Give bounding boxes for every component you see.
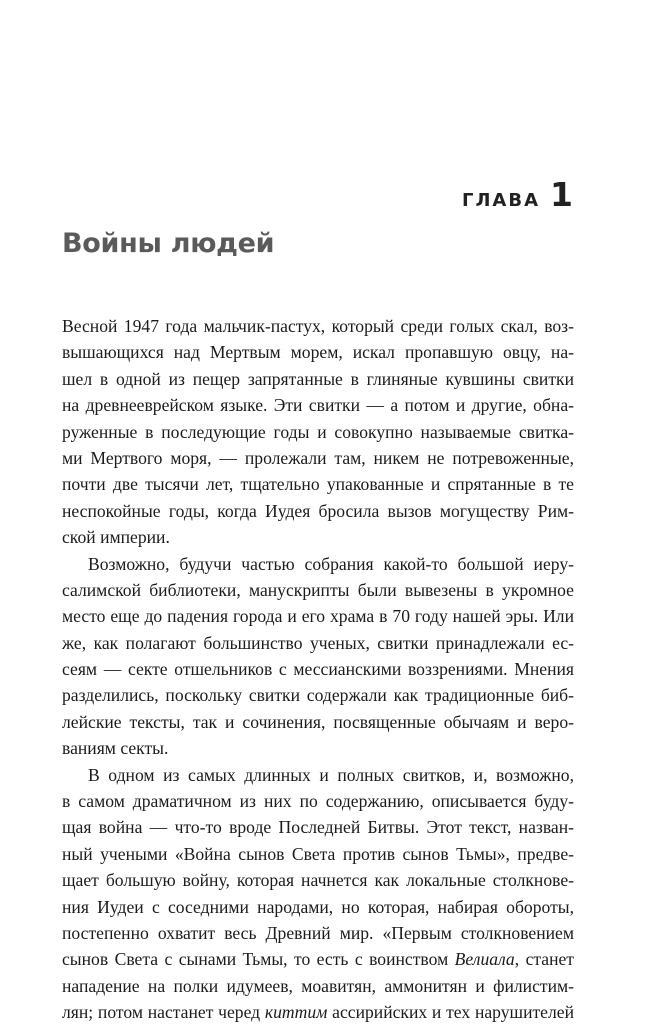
chapter-heading	[462, 175, 573, 214]
text-line	[62, 630, 574, 656]
text-line	[62, 814, 574, 840]
text-line	[62, 392, 574, 418]
text-line	[62, 762, 574, 788]
text-segment: же, как полагают большинство ученых, свитки принадлежали ес-	[62, 632, 574, 653]
text-segment: лейские тексты, так и сочинения, посвященные обычаям и веро-	[62, 711, 574, 732]
text-segment: ми Мертвого моря, — пролежали там, никем не потревоженные,	[62, 447, 574, 468]
text-segment: Весной 1947 года мальчик-пастух, который среди голых скал, воз-	[62, 316, 574, 336]
text-line	[62, 445, 574, 471]
text-line	[62, 894, 574, 920]
text-segment: в самом драматичном из них по содержанию, описывается буду-	[62, 791, 574, 812]
text-segment: место еще до падения города и его храма в 70 году нашей эры. Или	[62, 606, 574, 627]
text-segment: ассирийских и тех нарушителей	[327, 1002, 574, 1023]
text-segment: лян; потом настанет черед	[62, 1002, 265, 1023]
body-text	[62, 313, 574, 1026]
italic-term: киттим	[264, 1002, 328, 1023]
text-line	[62, 524, 574, 550]
text-segment: сынов Света с сынами Тьмы, то есть с воинством	[62, 949, 455, 970]
text-line	[62, 656, 574, 682]
text-segment: шел в одной из пещер запрятанные в глиняные кувшины свитки	[62, 368, 574, 389]
text-segment: неспокойные годы, когда Иудея бросила вызов могуществу Рим-	[62, 500, 574, 521]
text-segment: сеям — секте отшельников с мессианскими воззрениями. Мнения	[62, 659, 574, 680]
text-line	[62, 709, 574, 735]
text-segment: В одном из самых длинных и полных свитков, и, возможно,	[88, 764, 574, 785]
text-line	[62, 577, 574, 603]
text-segment: вышающихся над Мертвым морем, искал пропавшую овцу, на-	[62, 342, 574, 363]
text-line	[62, 471, 574, 497]
text-line	[62, 867, 574, 893]
text-segment: нападение на полки идумеев, моавитян, аммонитян и филистим-	[62, 975, 574, 996]
italic-term: Велиала	[454, 949, 515, 970]
text-line	[62, 946, 574, 972]
text-segment: щает большую войну, которая начнется как локальные столкнове-	[62, 870, 574, 891]
text-line	[62, 999, 574, 1025]
text-segment: ный учеными «Война сынов Света против сынов Тьмы», предве-	[62, 843, 574, 864]
chapter-title: Войны людей	[62, 228, 275, 259]
text-line	[62, 788, 574, 814]
text-segment: на древнееврейском языке. Эти свитки — а потом и другие, обна-	[62, 395, 574, 416]
text-line	[62, 313, 574, 339]
text-line	[62, 366, 574, 392]
chapter-number: 1	[550, 175, 573, 214]
text-segment: почти две тысячи лет, тщательно упакованные и спрятанные в те	[62, 474, 574, 495]
text-segment: руженные в последующие годы и совокупно называемые свитка-	[62, 421, 574, 442]
chapter-label: ГЛАВА	[462, 190, 541, 211]
text-segment: салимской библиотеки, манускрипты были вывезены в укромное	[62, 579, 574, 600]
text-line	[62, 682, 574, 708]
text-line	[62, 419, 574, 445]
text-segment: Возможно, будучи частью собрания какой-то большой иеру-	[88, 553, 574, 574]
text-line	[62, 973, 574, 999]
text-segment: постепенно охватит весь Древний мир. «Первым столкновением	[62, 922, 574, 943]
text-line	[62, 339, 574, 365]
text-segment: разделились, поскольку свитки содержали как традиционные биб-	[62, 685, 574, 706]
text-segment: , станет	[514, 949, 574, 970]
text-line	[62, 841, 574, 867]
text-line	[62, 920, 574, 946]
text-segment: ваниям секты.	[62, 738, 169, 759]
text-segment: щая война — что-то вроде Последней Битвы. Этот текст, назван-	[62, 817, 574, 838]
text-segment: ния Иудеи с соседними народами, но которая, набирая обороты,	[62, 896, 574, 917]
text-line	[62, 735, 574, 761]
text-segment: ской империи.	[62, 527, 170, 548]
text-line	[62, 498, 574, 524]
text-line	[62, 551, 574, 577]
text-line	[62, 603, 574, 629]
